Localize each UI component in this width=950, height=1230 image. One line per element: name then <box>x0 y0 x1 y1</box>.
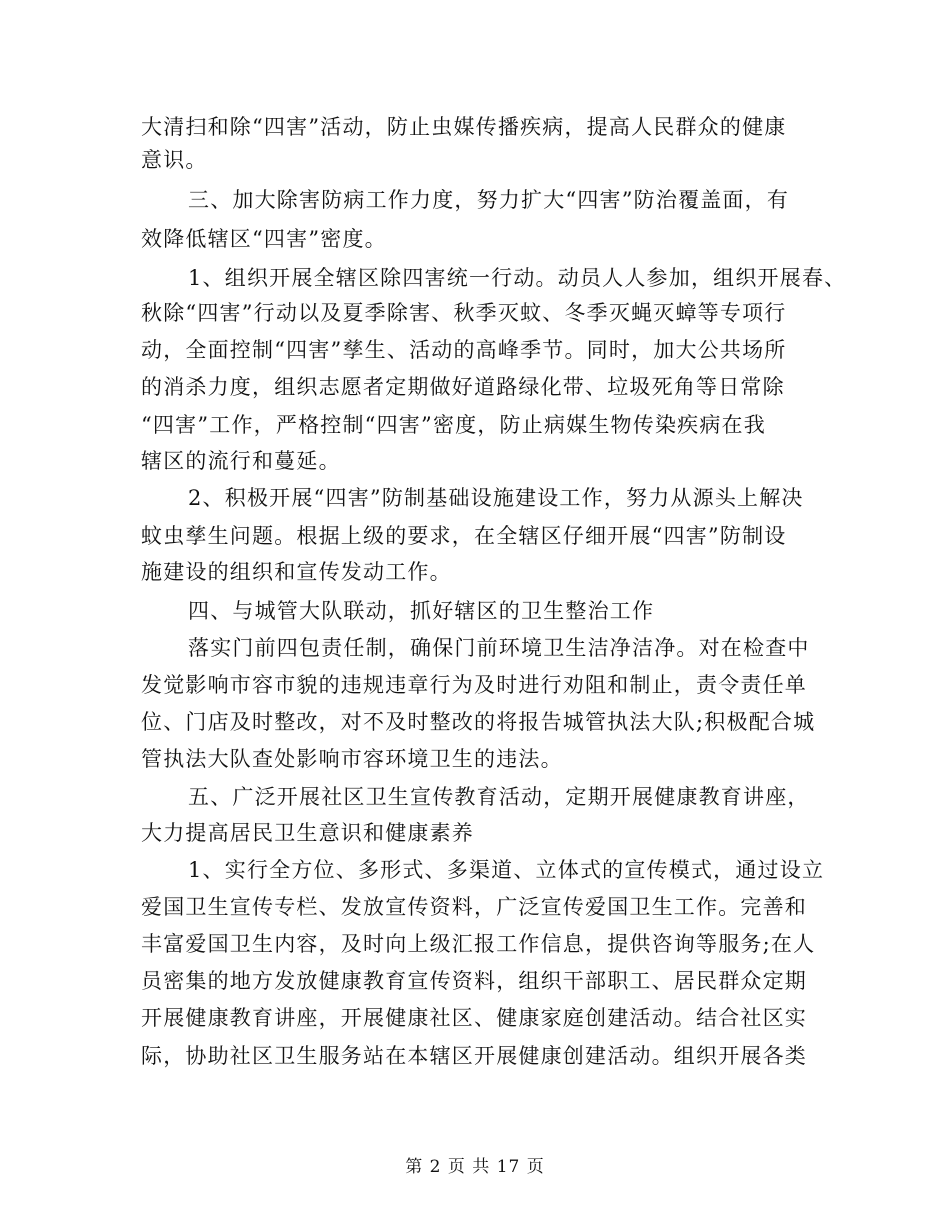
text-line: 爱国卫生宣传专栏、发放宣传资料，广泛宣传爱国卫生工作。完善和 <box>141 895 807 919</box>
text-line: 的消杀力度，组织志愿者定期做好道路绿化带、垃圾死角等日常除 <box>141 375 785 399</box>
text-line: 1、组织开展全辖区除四害统一行动。动员人人参加，组织开展春、 <box>188 266 847 290</box>
text-line: 施建设的组织和宣传发动工作。 <box>141 560 452 584</box>
text-line: 秋除“四害”行动以及夏季除害、秋季灭蚊、冬季灭蝇灭蟑等专项行 <box>141 301 787 325</box>
text-line: 意识。 <box>141 148 208 172</box>
text-line: 蚊虫孳生问题。根据上级的要求，在全辖区仔细开展“四害”防制设 <box>141 524 787 548</box>
text-line: 发觉影响市容市貌的违规违章行为及时进行劝阻和制止，责令责任单 <box>141 673 807 697</box>
text-line: 员密集的地方发放健康教育宣传资料，组织干部职工、居民群众定期 <box>141 969 807 993</box>
text-line: 开展健康教育讲座，开展健康社区、健康家庭创建活动。结合社区实 <box>141 1006 807 1030</box>
section-heading: 三、加大除害防病工作力度，努力扩大“四害”防治覆盖面，有 <box>188 188 790 212</box>
page-number: 第 2 页 共 17 页 <box>405 1157 545 1177</box>
text-line: 大清扫和除“四害”活动，防止虫媒传播疾病，提高人民群众的健康 <box>141 115 787 139</box>
text-line: 管执法大队查处影响市容环境卫生的违法。 <box>141 747 563 771</box>
text-line: 际，协助社区卫生服务站在本辖区开展健康创建活动。组织开展各类 <box>141 1044 807 1068</box>
text-line: 辖区的流行和蔓延。 <box>141 449 341 473</box>
section-heading: 效降低辖区“四害”密度。 <box>141 227 387 251</box>
section-heading: 五、广泛开展社区卫生宣传教育活动，定期开展健康教育讲座， <box>188 785 810 809</box>
text-line: 丰富爱国卫生内容，及时向上级汇报工作信息，提供咨询等服务;在人 <box>141 932 816 956</box>
text-line: 1、实行全方位、多形式、多渠道、立体式的宣传模式，通过设立 <box>188 858 825 882</box>
text-line: 动，全面控制“四害”孳生、活动的高峰季节。同时，加大公共场所 <box>141 338 787 362</box>
text-line: 落实门前四包责任制，确保门前环境卫生洁净洁净。对在检查中 <box>188 636 810 660</box>
section-heading: 四、与城管大队联动，抓好辖区的卫生整治工作 <box>188 599 655 623</box>
text-line: “四害”工作，严格控制“四害”密度，防止病媒生物传染疾病在我 <box>141 413 766 437</box>
section-heading: 大力提高居民卫生意识和健康素养 <box>141 821 474 845</box>
text-line: 位、门店及时整改，对不及时整改的将报告城管执法大队;积极配合城 <box>141 710 816 734</box>
text-line: 2、积极开展“四害”防制基础设施建设工作，努力从源头上解决 <box>188 486 804 510</box>
